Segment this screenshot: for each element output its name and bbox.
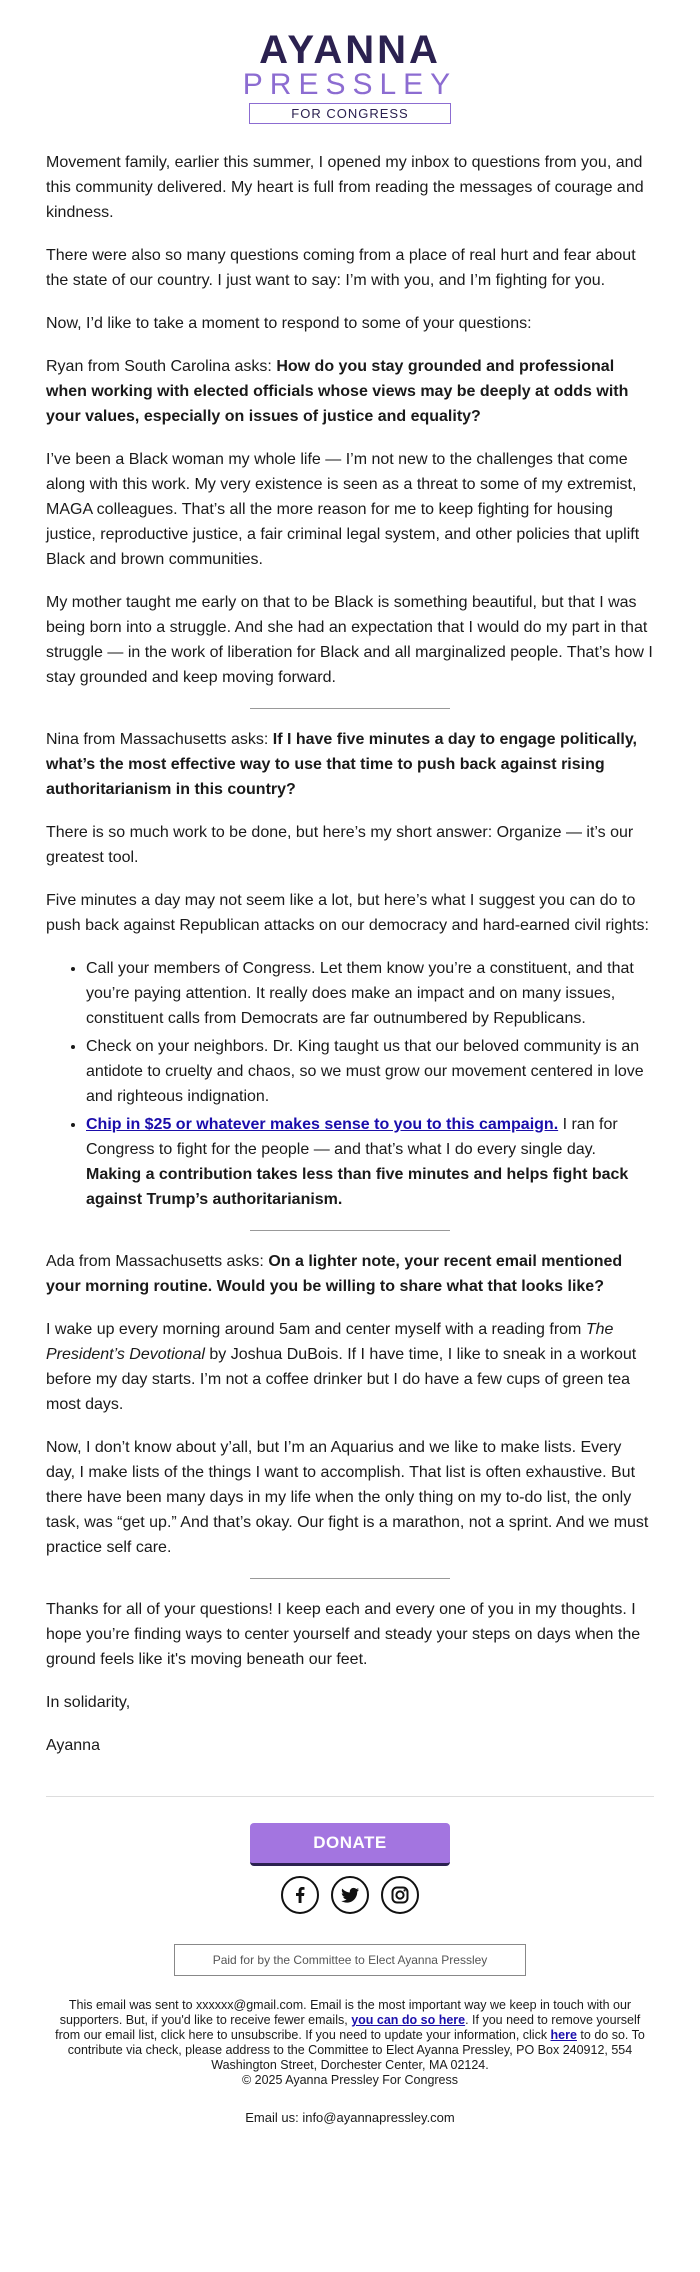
answer-2-paragraph-1: There is so much work to be done, but here’s my short answer: Organize — it’s our greatest tool. [46, 824, 634, 866]
message-content [46, 120, 654, 1758]
book-title: The President’s Devotional [46, 1321, 614, 1363]
question-2 [46, 727, 654, 802]
footer-text: This email was sent to xxxxxx@gmail.com. Email is the most important way we keep in touch with our supporters. But, if you'd like to receive fewer emails, you can do so here. If you need to remove yourself from our email list, click here to unsubscribe. If you need to update your information, click here to do so. To contribute via check, please address to the Committee to Elect Ayanna Pressley, PO Box 240912, 554 Washington Street, Dorchester Center, MA 02124. © 2025 Ayanna Pressley For Congress [55, 1998, 645, 2087]
chip-in-text: I ran for Congress to fight for the people — and that’s what I do every single day. [86, 1116, 618, 1158]
question-3 [46, 1249, 654, 1299]
logo-subtitle: FOR CONGRESS [249, 103, 451, 124]
question-2-text: If I have five minutes a day to engage politically, what’s the most effective way to use that time to push back against rising authoritarianism in this country? [46, 731, 637, 798]
signature-name: Ayanna [46, 1737, 100, 1754]
answer-1-paragraph-1: I’ve been a Black woman my whole life — I’m not new to the challenges that come along with this work. My very existence is seen as a threat to some of my extremist, MAGA colleagues. That’s all the more reason for me to keep fighting for housing justice, reproductive justice, a fair criminal legal system, and other policies that uplift Black and brown communities. [46, 451, 640, 568]
footer-divider [46, 1796, 654, 1797]
twitter-icon[interactable] [331, 1876, 369, 1914]
copyright: © 2025 Ayanna Pressley For Congress [241, 2073, 459, 2087]
intro-paragraph-3: Now, I’d like to take a moment to respond to some of your questions: [46, 315, 532, 332]
suggestion-call-congress: • Call your members of Congress. Let them know you’re a constituent, and that you’re paying attention. It really does make an impact and on many issues, constituent calls from Democrats are far outnumbered by Republicans. [86, 956, 654, 1031]
social-links [46, 1876, 654, 1914]
suggestion-chip-in [86, 1112, 654, 1212]
answer-3-paragraph-1: I wake up every morning around 5am and center myself with a reading from The President’s Devotional by Joshua DuBois. If I have time, I like to sneak in a workout before my day starts. I’m not a coffee drinker but I do have a few cups of green tea most days. [46, 1321, 637, 1413]
facebook-icon[interactable] [281, 1876, 319, 1914]
logo-name-first: AYANNA [259, 28, 441, 72]
answer-1-paragraph-2: My mother taught me early on that to be Black is something beautiful, but that I was being born into a struggle. And she had an expectation that I would do my part in that struggle — in the work of liberation for Black and all marginalized people. That’s how I stay grounded and keep moving forward. [46, 594, 653, 686]
answer-3-paragraph-2: Now, I don’t know about y’all, but I’m an Aquarius and we like to make lists. Every day, I make lists of the things I want to accomplish. That list is often exhaustive. But there have been many days in my life when the only thing on my to-do list, the only task, was “get up.” And that’s okay. Our fight is a marathon, not a sprint. And we must practice self care. [46, 1439, 649, 1556]
question-2-asker: Nina from Massachusetts asks: [46, 731, 273, 748]
question-1-text: How do you stay grounded and professional when working with elected officials whose views may be deeply at odds with your values, especially on issues of justice and equality? [46, 358, 629, 425]
paid-for-disclaimer: Paid for by the Committee to Elect Ayanna Pressley [174, 1944, 526, 1976]
section-divider [250, 708, 450, 709]
sign-off: In solidarity, [46, 1694, 131, 1711]
logo-name-last: PRESSLEY [242, 68, 458, 101]
section-divider [250, 1578, 450, 1579]
closing-paragraph: Thanks for all of your questions! I keep each and every one of you in my thoughts. I hope you’re finding ways to center yourself and steady your steps on days when the ground feels like it's moving beneath our feet. [46, 1601, 641, 1668]
answer-2-paragraph-2: Five minutes a day may not seem like a lot, but here’s what I suggest you can do to push back against Republican attacks on our democracy and hard-earned civil rights: [46, 892, 649, 934]
suggestion-list [46, 956, 654, 1212]
donate-section [46, 1823, 654, 1866]
donate-button[interactable]: DONATE [250, 1823, 450, 1866]
update-info-link[interactable]: here [550, 2028, 577, 2042]
intro-paragraph-2: There were also so many questions coming from a place of real hurt and fear about the state of our country. I just want to say: I’m with you, and I’m fighting for you. [46, 247, 636, 289]
section-divider [250, 1230, 450, 1231]
campaign-logo [46, 0, 654, 120]
fewer-emails-link[interactable]: you can do so here [351, 2013, 466, 2027]
intro-paragraph-1: Movement family, earlier this summer, I opened my inbox to questions from you, and this community delivered. My heart is full from reading the messages of courage and kindness. [46, 154, 644, 221]
question-1-asker: Ryan from South Carolina asks: [46, 358, 277, 375]
question-3-asker: Ada from Massachusetts asks: [46, 1253, 269, 1270]
chip-in-link[interactable]: Chip in $25 or whatever makes sense to you to this campaign. [86, 1116, 559, 1133]
suggestion-check-neighbors: • Check on your neighbors. Dr. King taught us that our beloved community is an antidote to cruelty and chaos, so we must grow our movement centered in love and righteous indignation. [86, 1034, 654, 1109]
contact-email: Email us: info@ayannapressley.com [245, 2110, 455, 2125]
question-1 [46, 354, 654, 429]
chip-in-bold-text: Making a contribution takes less than five minutes and helps fight back against Trump’s authoritarianism. [86, 1166, 629, 1208]
question-3-text: On a lighter note, your recent email mentioned your morning routine. Would you be willing to share what that looks like? [46, 1253, 623, 1295]
email-body [46, 0, 654, 2125]
instagram-icon[interactable] [381, 1876, 419, 1914]
